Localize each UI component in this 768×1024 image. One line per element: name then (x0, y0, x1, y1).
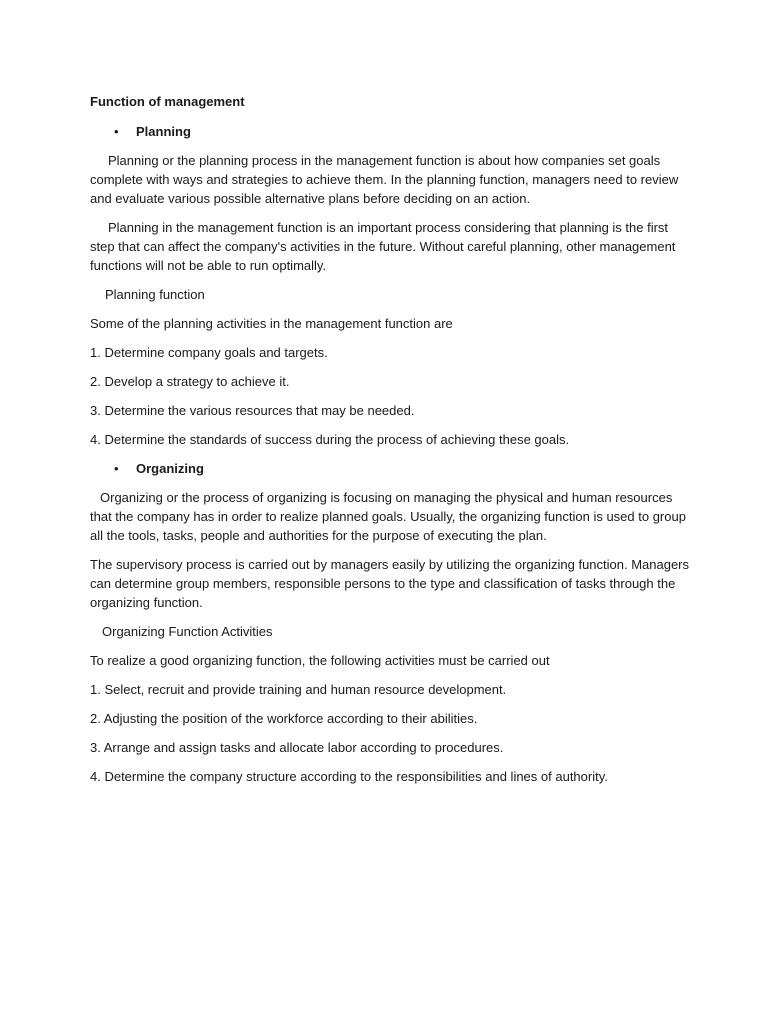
list-item: 2. Develop a strategy to achieve it. (90, 374, 290, 389)
bullet-icon: • (114, 124, 119, 139)
paragraph: Organizing or the process of organizing is focusing on managing the physical and human resources that the company has in order to realize planned goals. Usually, the organizing function is used to group all the tools, tasks, people and authorities for the purpose of executing the plan. (90, 490, 686, 543)
list-item: 4. Determine the company structure according to the responsibilities and lines of authority. (90, 769, 608, 784)
list-item: 1. Select, recruit and provide training and human resource development. (90, 682, 507, 697)
list-item: 1. Determine company goals and targets. (90, 345, 328, 360)
list-item: 3. Determine the various resources that may be needed. (90, 403, 415, 418)
list-intro: To realize a good organizing function, the following activities must be carried out (90, 653, 550, 668)
list-item: 4. Determine the standards of success during the process of achieving these goals. (90, 432, 570, 447)
document-title: Function of management (90, 94, 245, 109)
list-item: 3. Arrange and assign tasks and allocate labor according to procedures. (90, 740, 504, 755)
section-heading-organizing (90, 459, 690, 478)
paragraph: Planning in the management function is an important process considering that planning is the first step that can affect the company's activities in the future. Without careful planning, other management functions will not be able to run optimally. (90, 220, 676, 273)
subheading: Organizing Function Activities (102, 624, 273, 639)
paragraph: Planning or the planning process in the management function is about how companies set goals complete with ways and strategies to achieve them. In the planning function, managers need to review and evaluate various possible alternative plans before deciding on an action. (90, 153, 679, 206)
bullet-icon: • (114, 461, 119, 476)
section-heading-text: Organizing (136, 461, 204, 476)
paragraph: The supervisory process is carried out by managers easily by utilizing the organizing function. Managers can determine group members, responsible persons to the type and classification of tasks through the organizing function. (90, 557, 690, 610)
list-item: 2. Adjusting the position of the workforce according to their abilities. (90, 711, 478, 726)
section-heading-planning (90, 122, 690, 141)
document-page (90, 92, 690, 796)
list-intro: Some of the planning activities in the management function are (90, 316, 453, 331)
section-heading-text: Planning (136, 124, 191, 139)
subheading: Planning function (105, 287, 205, 302)
